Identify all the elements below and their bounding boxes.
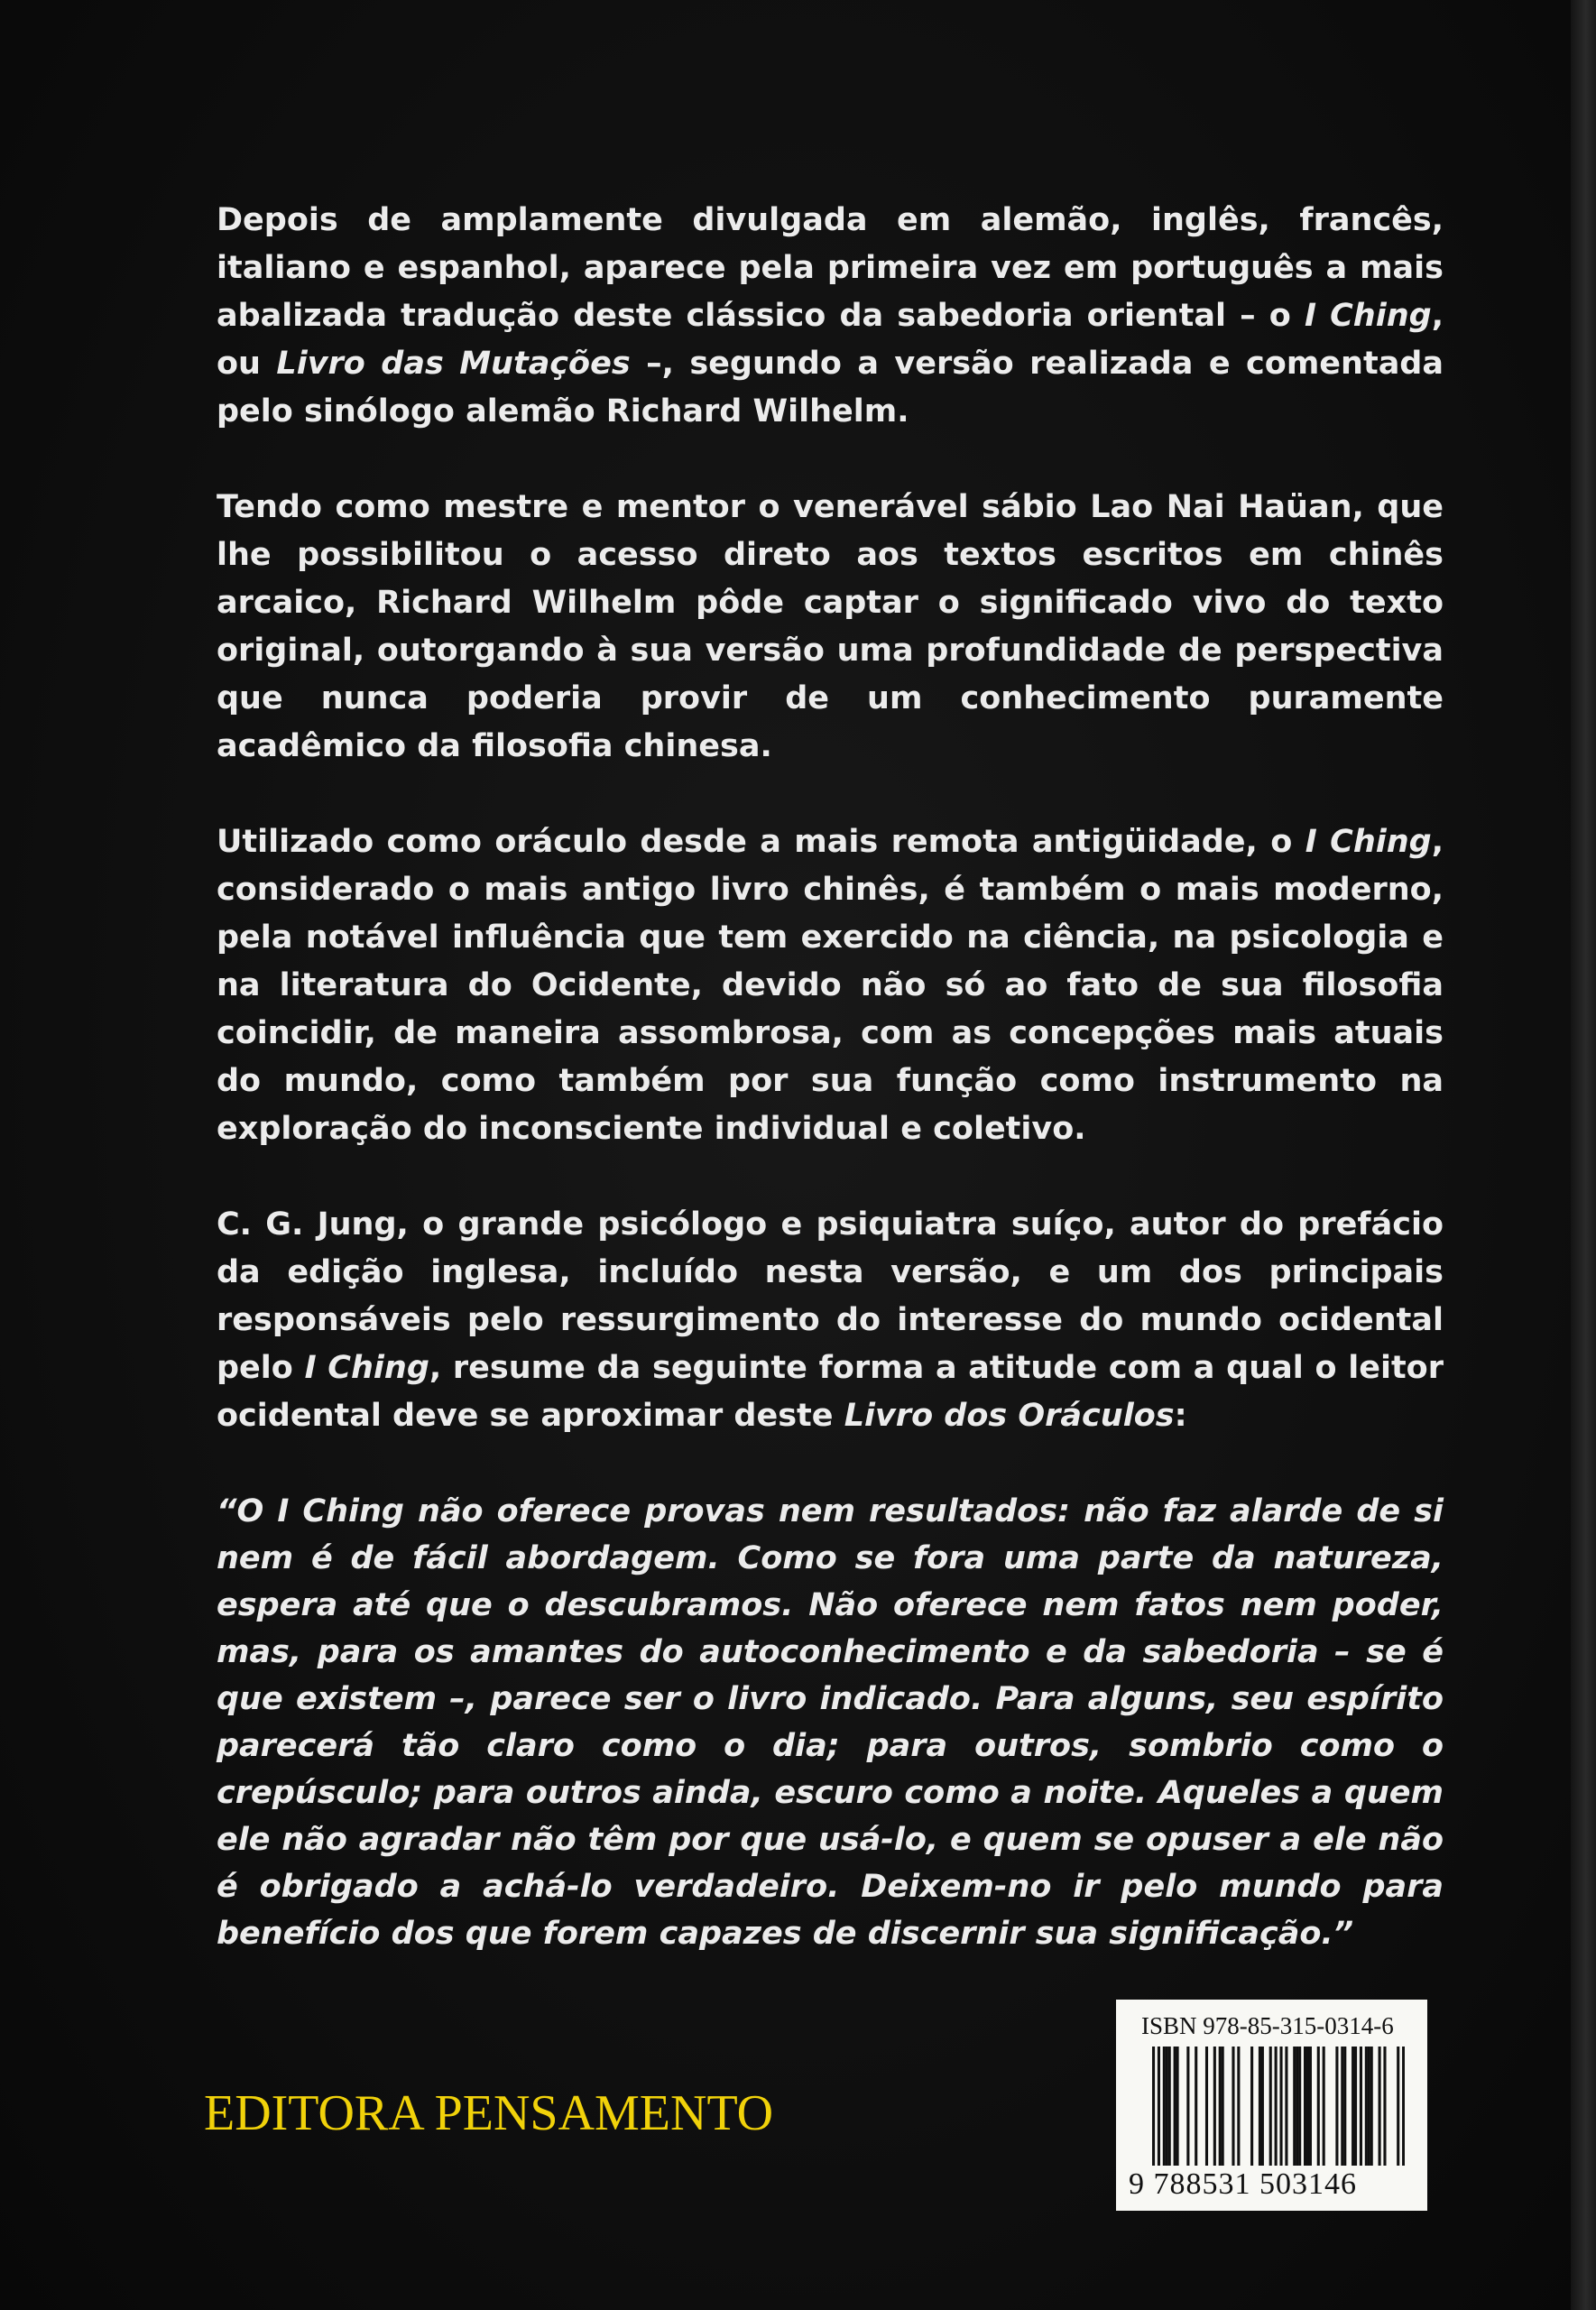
barcode-bar (1383, 2047, 1386, 2166)
body-text-run: Tendo como mestre e mentor o venerável sábio Lao Nai Haüan, que lhe possibilitou o acesso direto aos textos escritos em chinês arcaico, Richard Wilhelm pôde captar o significado vivo do texto original, outorgando à sua versão uma profundidade de perspectiva que nunca poderia provir de um conhecimento puramente acadêmico da filosofia chinesa. (217, 489, 1444, 764)
paragraph-1 (217, 197, 1444, 436)
barcode-bar (1219, 2047, 1222, 2166)
barcode-bar (1298, 2047, 1301, 2166)
barcode-bar (1261, 2047, 1264, 2166)
isbn-text: ISBN 978-85-315-0314-6 (1141, 2012, 1394, 2039)
barcode-digits: 9 788531 503146 (1129, 2167, 1357, 2201)
barcode-bar (1168, 2047, 1171, 2166)
paragraph-3 (217, 818, 1444, 1153)
description-text (217, 197, 1444, 1957)
barcode-bar (1232, 2047, 1234, 2166)
barcode-bar (1152, 2047, 1155, 2166)
jung-quote: “O I Ching não oferece provas nem resultados: não faz alarde de si nem é de fácil abordagem. Como se fora uma parte da natureza, espera até que o descubramos. Não oferece nem fatos nem poder, mas, para os amantes do autoconhecimento e da sabedoria – se é que existem –, parece ser o livro indicado. Para alguns, seu espírito parecerá tão claro como o dia; para outros, sombrio como o crepúsculo; para outros ainda, escuro como a noite. Aqueles a quem ele não agradar não têm por que usá-lo, e quem se opuser a ele não é obrigado a achá-lo verdadeiro. Deixem-no ir pelo mundo para benefício dos que forem capazes de discernir sua significação.” (217, 1493, 1444, 1952)
barcode-bar (1323, 2047, 1325, 2166)
barcode-bar (1250, 2047, 1253, 2166)
italic-title-text: I Ching (1305, 824, 1432, 860)
barcode-bar (1306, 2047, 1309, 2166)
publisher-name: EDITORA PENSAMENTO (204, 2085, 774, 2141)
barcode-bar (1237, 2047, 1240, 2166)
paragraph-4 (217, 1201, 1444, 1440)
paragraph-2 (217, 484, 1444, 771)
italic-title-text: I Ching (1304, 298, 1432, 334)
barcode-bar (1158, 2047, 1160, 2166)
barcode-bar (1379, 2047, 1381, 2166)
body-text-run: Depois de amplamente divulgada em alemão, inglês, francês, italiano e espanhol, aparece pela primeira vez em português a mais abalizada tradução deste clássico da sabedoria oriental – o (217, 202, 1444, 334)
barcode-bar (1317, 2047, 1320, 2166)
italic-title-text: Livro das Mutações (276, 346, 631, 382)
barcode-bar (1304, 2047, 1306, 2166)
barcode-bar (1163, 2047, 1166, 2166)
body-text-run: C. G. Jung, o grande psicólogo e psiquiatra suíço, autor do prefácio da edição inglesa, incluído nesta versão, e um dos principais responsáveis pelo ressurgimento do interesse do mundo ocidental pelo (217, 1206, 1444, 1386)
barcode-bar (1269, 2047, 1272, 2166)
body-text-run: , considerado o mais antigo livro chinês, é também o mais moderno, pela notável influência que tem exercido na ciência, na psicologia e na literatura do Ocidente, devido não só ao fato de sua filosofia coincidir, de maneira assombrosa, com as concepções mais atuais do mundo, como também por sua função como instrumento na exploração do inconsciente individual e coletivo. (217, 824, 1444, 1147)
barcode-bar (1213, 2047, 1216, 2166)
barcode-bar (1365, 2047, 1368, 2166)
body-text-run: –, segundo a versão realizada e comentada pelo sinólogo alemão Richard Wilhelm. (217, 346, 1444, 430)
barcode-bar (1279, 2047, 1282, 2166)
barcode-bar (1285, 2047, 1287, 2166)
barcode-bar (1343, 2047, 1346, 2166)
barcode-bar (1341, 2047, 1343, 2166)
barcode-bar (1352, 2047, 1354, 2166)
barcode-bar (1205, 2047, 1208, 2166)
barcode-bar (1176, 2047, 1179, 2166)
barcode-bar (1370, 2047, 1373, 2166)
spine-edge (1571, 0, 1596, 2310)
barcode-bar (1222, 2047, 1224, 2166)
body-text-run: , resume da seguinte forma a atitude com a qual o leitor ocidental deve se aproximar deste (217, 1350, 1444, 1434)
italic-title-text: I Ching (304, 1350, 429, 1386)
barcode-bar (1335, 2047, 1338, 2166)
barcode-bar (1186, 2047, 1189, 2166)
barcode-bar (1354, 2047, 1357, 2166)
barcode-bars (1152, 2047, 1405, 2166)
barcode-bar (1296, 2047, 1298, 2166)
barcode-bar (1259, 2047, 1261, 2166)
italic-title-text: Livro dos Oráculos (844, 1398, 1175, 1434)
barcode-bar (1402, 2047, 1405, 2166)
barcode-label (1116, 2000, 1427, 2211)
barcode-bar (1275, 2047, 1278, 2166)
barcode-bar (1397, 2047, 1399, 2166)
body-text-run: Utilizado como oráculo desde a mais remota antigüidade, o (217, 824, 1305, 860)
body-text-run: , ou (217, 298, 1444, 382)
body-text-run: : (1174, 1398, 1187, 1434)
barcode-bar (1166, 2047, 1168, 2166)
barcode-bar (1195, 2047, 1197, 2166)
barcode-bar (1293, 2047, 1296, 2166)
barcode-bar (1368, 2047, 1370, 2166)
barcode-bar (1174, 2047, 1176, 2166)
barcode-bar (1309, 2047, 1312, 2166)
barcode-bar (1360, 2047, 1362, 2166)
